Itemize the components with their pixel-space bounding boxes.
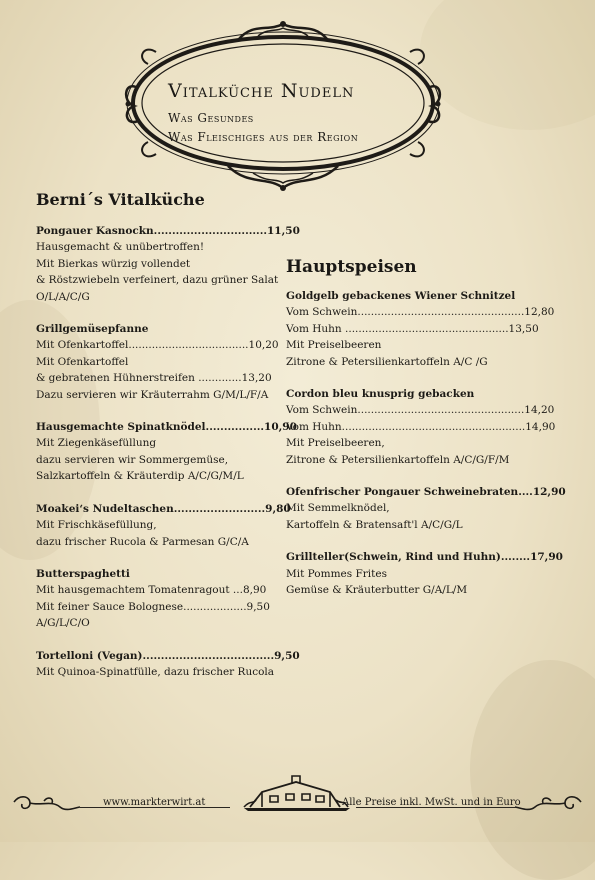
menu-title: Vitalküche Nudeln [168,80,355,102]
allergen-codes: A/G/L/C/O [36,617,90,630]
dish-line: Mit Pommes Frites [286,567,387,580]
menu-item [36,648,300,681]
dish-title: Ofenfrischer Pongauer Schweinebraten....12,90 [286,486,566,499]
website-link[interactable]: www.markterwirt.at [103,797,206,808]
dish-line: Kartoffeln & Bratensaft'l A/C/G/L [286,518,463,531]
ornamental-frame-icon [118,18,448,193]
dish-line: Mit Bierkas würzig vollendet [36,257,191,270]
left-menu-column [36,223,300,696]
dish-line: Mit Semmelknödel, [286,502,390,515]
dish-line: Mit hausgemachtem Tomatenragout ...8,90 [36,584,267,597]
dish-title: Grillteller(Schwein, Rind und Huhn)........17,90 [286,551,563,564]
menu-item [286,386,556,468]
dish-title: Moakei‘s Nudeltaschen.........................9,80 [36,502,291,515]
right-menu-column [286,288,566,615]
dish-line: Mit Ziegenkäsefüllung [36,437,157,450]
dish-title: Tortelloni (Vegan)....................................9,50 [36,649,300,662]
dish-line: & gebratenen Hühnerstreifen .............13,20 [36,372,272,385]
price-note: Alle Preise inkl. MwSt. und in Euro [342,797,521,808]
dish-line: Vom Schwein..................................................12,80 [286,306,555,319]
menu-item [36,501,291,550]
menu-subtitle: Was Fleischiges aus der Region [168,130,359,144]
menu-item [286,549,563,598]
dish-line: Dazu servieren wir Kräuterrahm G/M/L/F/A [36,388,269,401]
dish-title: Pongauer Kasnockn...............................11,50 [36,225,300,237]
dish-line: Mit Ofenkartoffel....................................10,20 [36,339,279,352]
dish-title: Hausgemachte Spinatknödel................10,90 [36,421,297,434]
dish-line: Vom Huhn .................................................13,50 [286,322,539,335]
dish-line: Hausgemacht & unübertroffen! [36,241,205,254]
footer [0,770,595,830]
dish-title: Cordon bleu knusprig gebacken [286,388,475,401]
dish-line: Mit Quinoa-Spinatfülle, dazu frischer Rucola [36,665,275,678]
menu-item [286,288,556,370]
dish-line: dazu servieren wir Sommergemüse, [36,453,229,466]
dish-line: Zitrone & Petersilienkartoffeln A/C /G [286,355,488,368]
dish-line: Mit Frischkäsefüllung, [36,519,157,532]
menu-item [286,484,566,533]
dish-line: Mit Preiselbeeren, [286,437,385,450]
menu-item [36,419,297,485]
menu-subtitle: Was Gesundes [168,111,254,125]
dish-line: dazu frischer Rucola & Parmesan G/C/A [36,535,249,548]
dish-title: Grillgemüsepfanne [36,323,149,336]
section-title: Hauptspeisen [286,257,417,277]
menu-item [36,566,281,632]
dish-line: Mit feiner Sauce Bolognese...................9,50 [36,600,270,613]
menu-item [36,223,300,305]
menu-item [36,321,281,403]
dish-line: Gemüse & Kräuterbutter G/A/L/M [286,584,468,597]
dish-line: & Röstzwiebeln verfeinert, dazu grüner Salat [36,274,279,287]
dish-line: Vom Huhn.......................................................14,90 [286,420,556,433]
dish-line: Mit Ofenkartoffel [36,355,129,368]
dish-line: Vom Schwein..................................................14,20 [286,404,555,417]
dish-title: Goldgelb gebackenes Wiener Schnitzel [286,290,516,302]
dish-title: Butterspaghetti [36,567,130,580]
dish-line: Zitrone & Petersilienkartoffeln A/C/G/F/M [286,453,510,466]
section-title: Berni´s Vitalküche [36,190,205,209]
dish-line: Mit Preiselbeeren [286,339,382,352]
dish-line: Salzkartoffeln & Kräuterdip A/C/G/M/L [36,470,244,483]
header-cartouche [118,18,448,193]
allergen-codes: O/L/A/C/G [36,290,90,303]
